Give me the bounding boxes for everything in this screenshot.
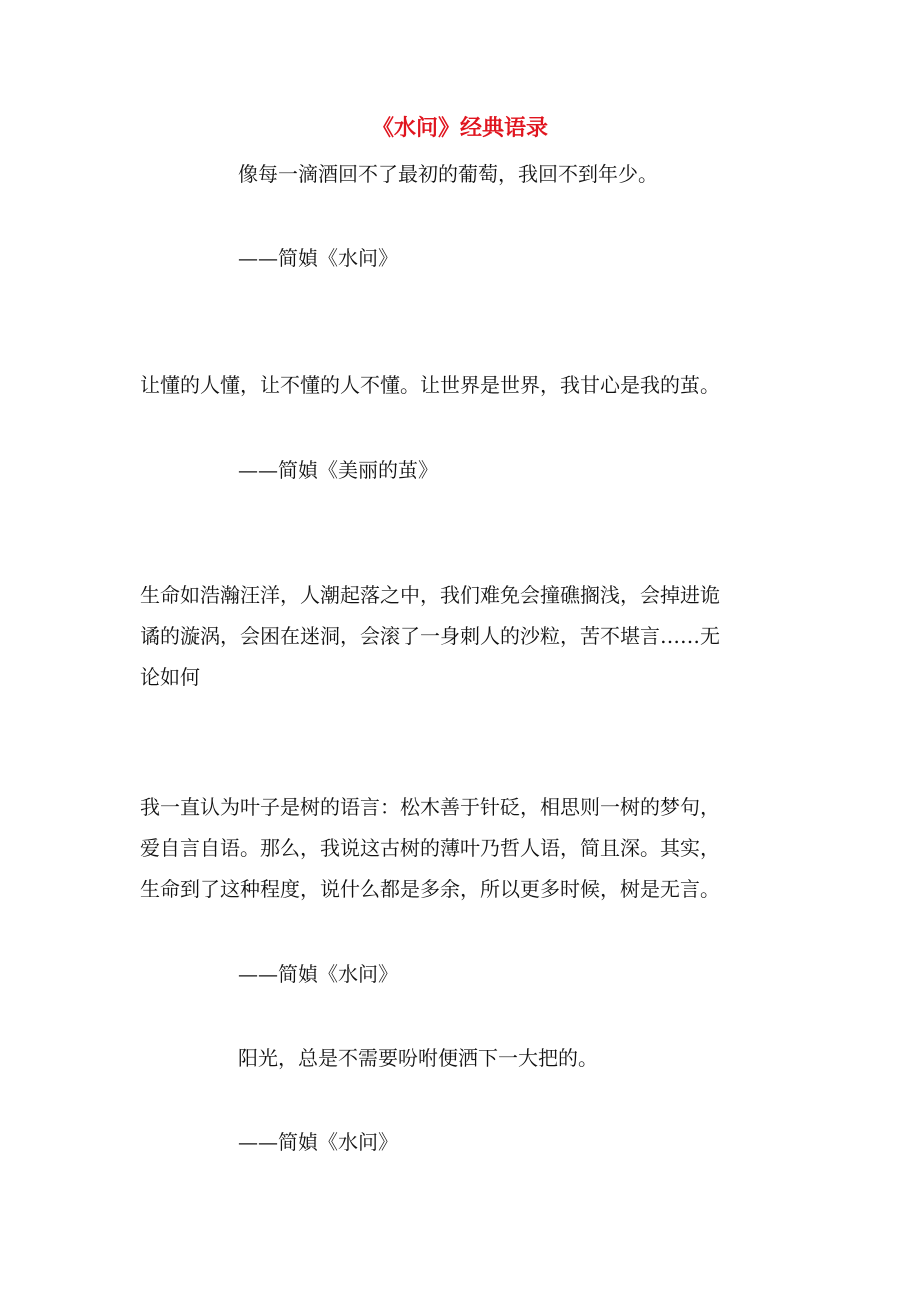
- paragraph-line: 我一直认为叶子是树的语言：松木善于针砭，相思则一树的梦句，: [140, 795, 720, 819]
- quote-sunlight: 阳光，总是不需要吩咐便洒下一大把的。: [238, 1046, 598, 1070]
- paragraph-line: 爱自言自语。那么，我说这古树的薄叶乃哲人语，简且深。其实，: [140, 836, 720, 860]
- quote-attribution: ——简媜《美丽的茧》: [238, 458, 438, 482]
- quote-life-ocean: [140, 575, 780, 698]
- paragraph-line: 生命到了这种程度，说什么都是多余，所以更多时候，树是无言。: [140, 877, 720, 901]
- quote-tree-leaves: [140, 787, 780, 910]
- paragraph-line: 谲的漩涡，会困在迷洞，会滚了一身刺人的沙粒，苦不堪言……无: [140, 624, 720, 648]
- quote-cocoon: 让懂的人懂，让不懂的人不懂。让世界是世界，我甘心是我的茧。: [140, 373, 720, 397]
- paragraph-line: 论如何: [140, 665, 200, 689]
- quote-attribution: ——简媜《水问》: [238, 246, 398, 270]
- paragraph-line: 生命如浩瀚汪洋，人潮起落之中，我们难免会撞礁搁浅，会掉进诡: [140, 583, 720, 607]
- page-title: 《水问》经典语录: [371, 116, 548, 141]
- quote-attribution: ——简媜《水问》: [238, 1130, 398, 1154]
- quote-attribution: ——简媜《水问》: [238, 962, 398, 986]
- quote-water-wine: 像每一滴酒回不了最初的葡萄，我回不到年少。: [238, 162, 658, 186]
